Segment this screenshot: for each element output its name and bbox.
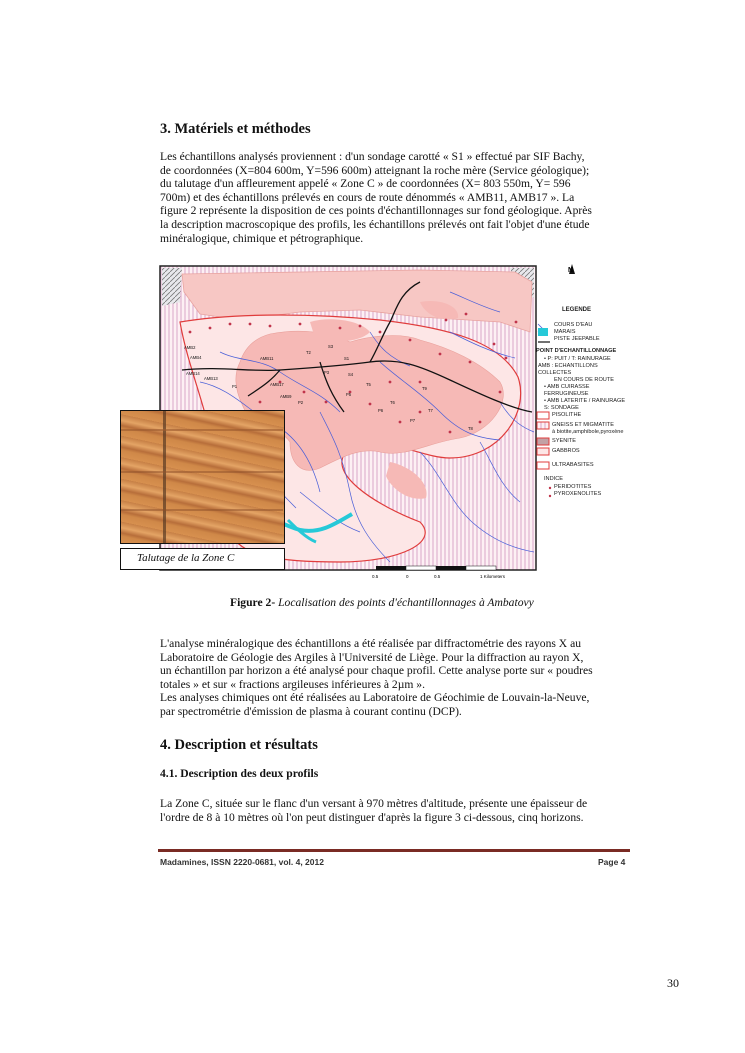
section-4-heading: 4. Description et résultats xyxy=(160,737,318,753)
scale-label: 1 Kilometers xyxy=(480,574,506,579)
north-arrow-icon xyxy=(568,264,575,274)
text-line: L'analyse minéralogique des échantillons a été réalisée par diffractométrie des rayons X au xyxy=(160,637,582,650)
map-label: T6 xyxy=(390,400,395,405)
subsection-heading: 4.1. Description des deux profils xyxy=(160,767,319,780)
legend-item: PYROXENOLITES xyxy=(554,491,602,497)
photo-layer xyxy=(121,429,283,431)
legend-item: PISOLITHE xyxy=(552,412,582,418)
legend-geology xyxy=(552,412,624,469)
footer-page: Page 4 xyxy=(598,857,626,867)
peridotites-dot xyxy=(549,487,551,489)
map-label: T7 xyxy=(428,408,433,413)
text-line: La Zone C, située sur le flanc d'un versant à 970 mètres d'altitude, présente une épaisseur de xyxy=(160,797,588,810)
figure-caption-text: Localisation des points d'échantillonnages à Ambatovy xyxy=(275,596,534,609)
map-label: P5 xyxy=(346,392,352,397)
text-line: figure 2 représente la disposition de ces points d'échantillonnages sur fond géologique. Après xyxy=(160,204,592,218)
map-label: P2 xyxy=(298,400,304,405)
map-label: T5 xyxy=(366,382,371,387)
scale-label: 0.5 xyxy=(434,574,441,579)
pyroxenolites-dot xyxy=(549,495,551,497)
text-line: totales » et sur « fractions argileuses inférieures à 2µm ». xyxy=(160,677,425,691)
map-label: T8 xyxy=(468,426,473,431)
map-label: S3 xyxy=(328,344,334,349)
map-label: AMB13 xyxy=(204,376,218,381)
paragraph-zone-c xyxy=(160,797,630,824)
legend-item: ULTRABASITES xyxy=(552,462,594,468)
legend-title: LEGENDE xyxy=(562,307,592,313)
map-label: P3 xyxy=(324,370,330,375)
legend-item: COURS D'EAU xyxy=(554,322,593,328)
map-label: T9 xyxy=(422,386,427,391)
map-label: AMB2 xyxy=(184,345,196,350)
text-line: de coordonnées (X=804 600m, Y=596 600m) atteignant la roche mère (Service géologique); xyxy=(160,163,590,177)
map-label: P6 xyxy=(378,408,384,413)
gneiss-swatch xyxy=(537,422,549,429)
photo-talutage xyxy=(120,410,285,544)
scale-label: 0 xyxy=(406,574,409,579)
marsh-swatch xyxy=(538,328,548,336)
map-label: S1 xyxy=(344,356,350,361)
page-number: 30 xyxy=(667,976,679,990)
photo-layer xyxy=(121,509,283,511)
figure-caption-label: Figure 2- xyxy=(230,596,276,609)
scale-bar xyxy=(372,566,506,579)
map-label: AMB17 xyxy=(270,382,284,387)
footer-journal: Madamines, ISSN 2220-0681, vol. 4, 2012 xyxy=(160,857,324,867)
text-line: l'ordre de 8 à 10 mètres où l'on peut distinguer d'après la figure 3 ci-dessous, cinq horizons. xyxy=(160,810,584,824)
legend-item: SYENITE xyxy=(552,438,576,444)
figure-map xyxy=(120,262,630,580)
legend-item: à biotite,amphibole,pyroxène xyxy=(552,429,624,435)
text-line: par spectrométrie d'émission de plasma à courant continu (DCP). xyxy=(160,704,462,718)
map-label: T2 xyxy=(306,350,311,355)
legend-item: EN COURS DE ROUTE xyxy=(554,377,614,383)
section-3-heading: 3. Matériels et méthodes xyxy=(160,121,311,137)
text-line: un échantillon par horizon a été analysé pour chaque profil. Cette analyse porte sur « poudres xyxy=(160,664,593,678)
north-label: N xyxy=(568,267,574,274)
map-label: AMB11 xyxy=(260,356,274,361)
text-line: la description macroscopique des profils, les échantillons prélevés ont fait l'objet d'une étude xyxy=(160,217,590,231)
map-label: P1 xyxy=(232,384,238,389)
scale-label: 0.5 xyxy=(372,574,379,579)
syenite-swatch xyxy=(537,438,549,445)
gabbros-swatch xyxy=(537,448,549,455)
legend-item: MARAIS xyxy=(554,329,576,335)
ultrabasites-swatch xyxy=(537,462,549,469)
legend-item: GABBROS xyxy=(552,448,580,454)
map-label: S4 xyxy=(348,372,354,377)
text-line: 700m) et des échantillons prélevés en cours de route dénommés « AMB11, AMB17 ». La xyxy=(160,190,575,204)
text-line: du talutage d'un affleurement appelé « Zone C » de coordonnées (X= 803 550m, Y= 596 xyxy=(160,177,571,191)
legend-indices xyxy=(554,484,601,498)
pisolithe-swatch xyxy=(537,412,549,419)
legend-sampling-title: POINT D'ECHANTILLONNAGE xyxy=(536,348,617,354)
legend-item: PERIDOTITES xyxy=(554,484,592,490)
legend-item: S: SONDAGE xyxy=(544,405,579,411)
footer-rule xyxy=(158,849,630,852)
text-line: minéralogique, chimique et pétrographique. xyxy=(160,231,364,245)
figure-caption xyxy=(230,596,534,609)
map-label: AMB4 xyxy=(190,355,202,360)
text-line: Les échantillons analysés proviennent : d'un sondage carotté « S1 » effectué par SIF Bachy, xyxy=(160,150,585,163)
photo-caption: Talutage de la Zone C xyxy=(120,548,285,570)
paragraph-analyses xyxy=(160,637,628,719)
paragraph-methods xyxy=(160,150,628,245)
photo-layer xyxy=(121,471,283,473)
legend-item: PISTE JEEPABLE xyxy=(554,336,600,342)
legend-water xyxy=(554,322,600,343)
legend-indices-title: INDICE xyxy=(544,476,563,482)
legend-item: AMB : ECHANTILLONS COLLECTES xyxy=(538,363,598,376)
legend-item: • P: PUIT / T: RAINURAGE xyxy=(544,356,611,362)
text-line: Les analyses chimiques ont été réalisées au Laboratoire de Géochimie de Louvain-la-Neuve, xyxy=(160,691,590,705)
legend-item: • AMB CUIRASSE FERRUGINEUSE xyxy=(544,384,590,397)
map-label: AMB14 xyxy=(186,371,200,376)
legend-sampling xyxy=(538,356,630,412)
map-label: AMB9 xyxy=(280,394,292,399)
legend-item: • AMB LATERITE / RAINURAGE xyxy=(544,398,626,404)
text-line: Laboratoire de Géologie des Argiles à l'Université de Liège. Pour la diffraction au rayon X, xyxy=(160,650,584,664)
legend-item: GNEISS ET MIGMATITE xyxy=(552,422,614,428)
map-label: P7 xyxy=(410,418,416,423)
hatched-zone xyxy=(162,268,182,306)
